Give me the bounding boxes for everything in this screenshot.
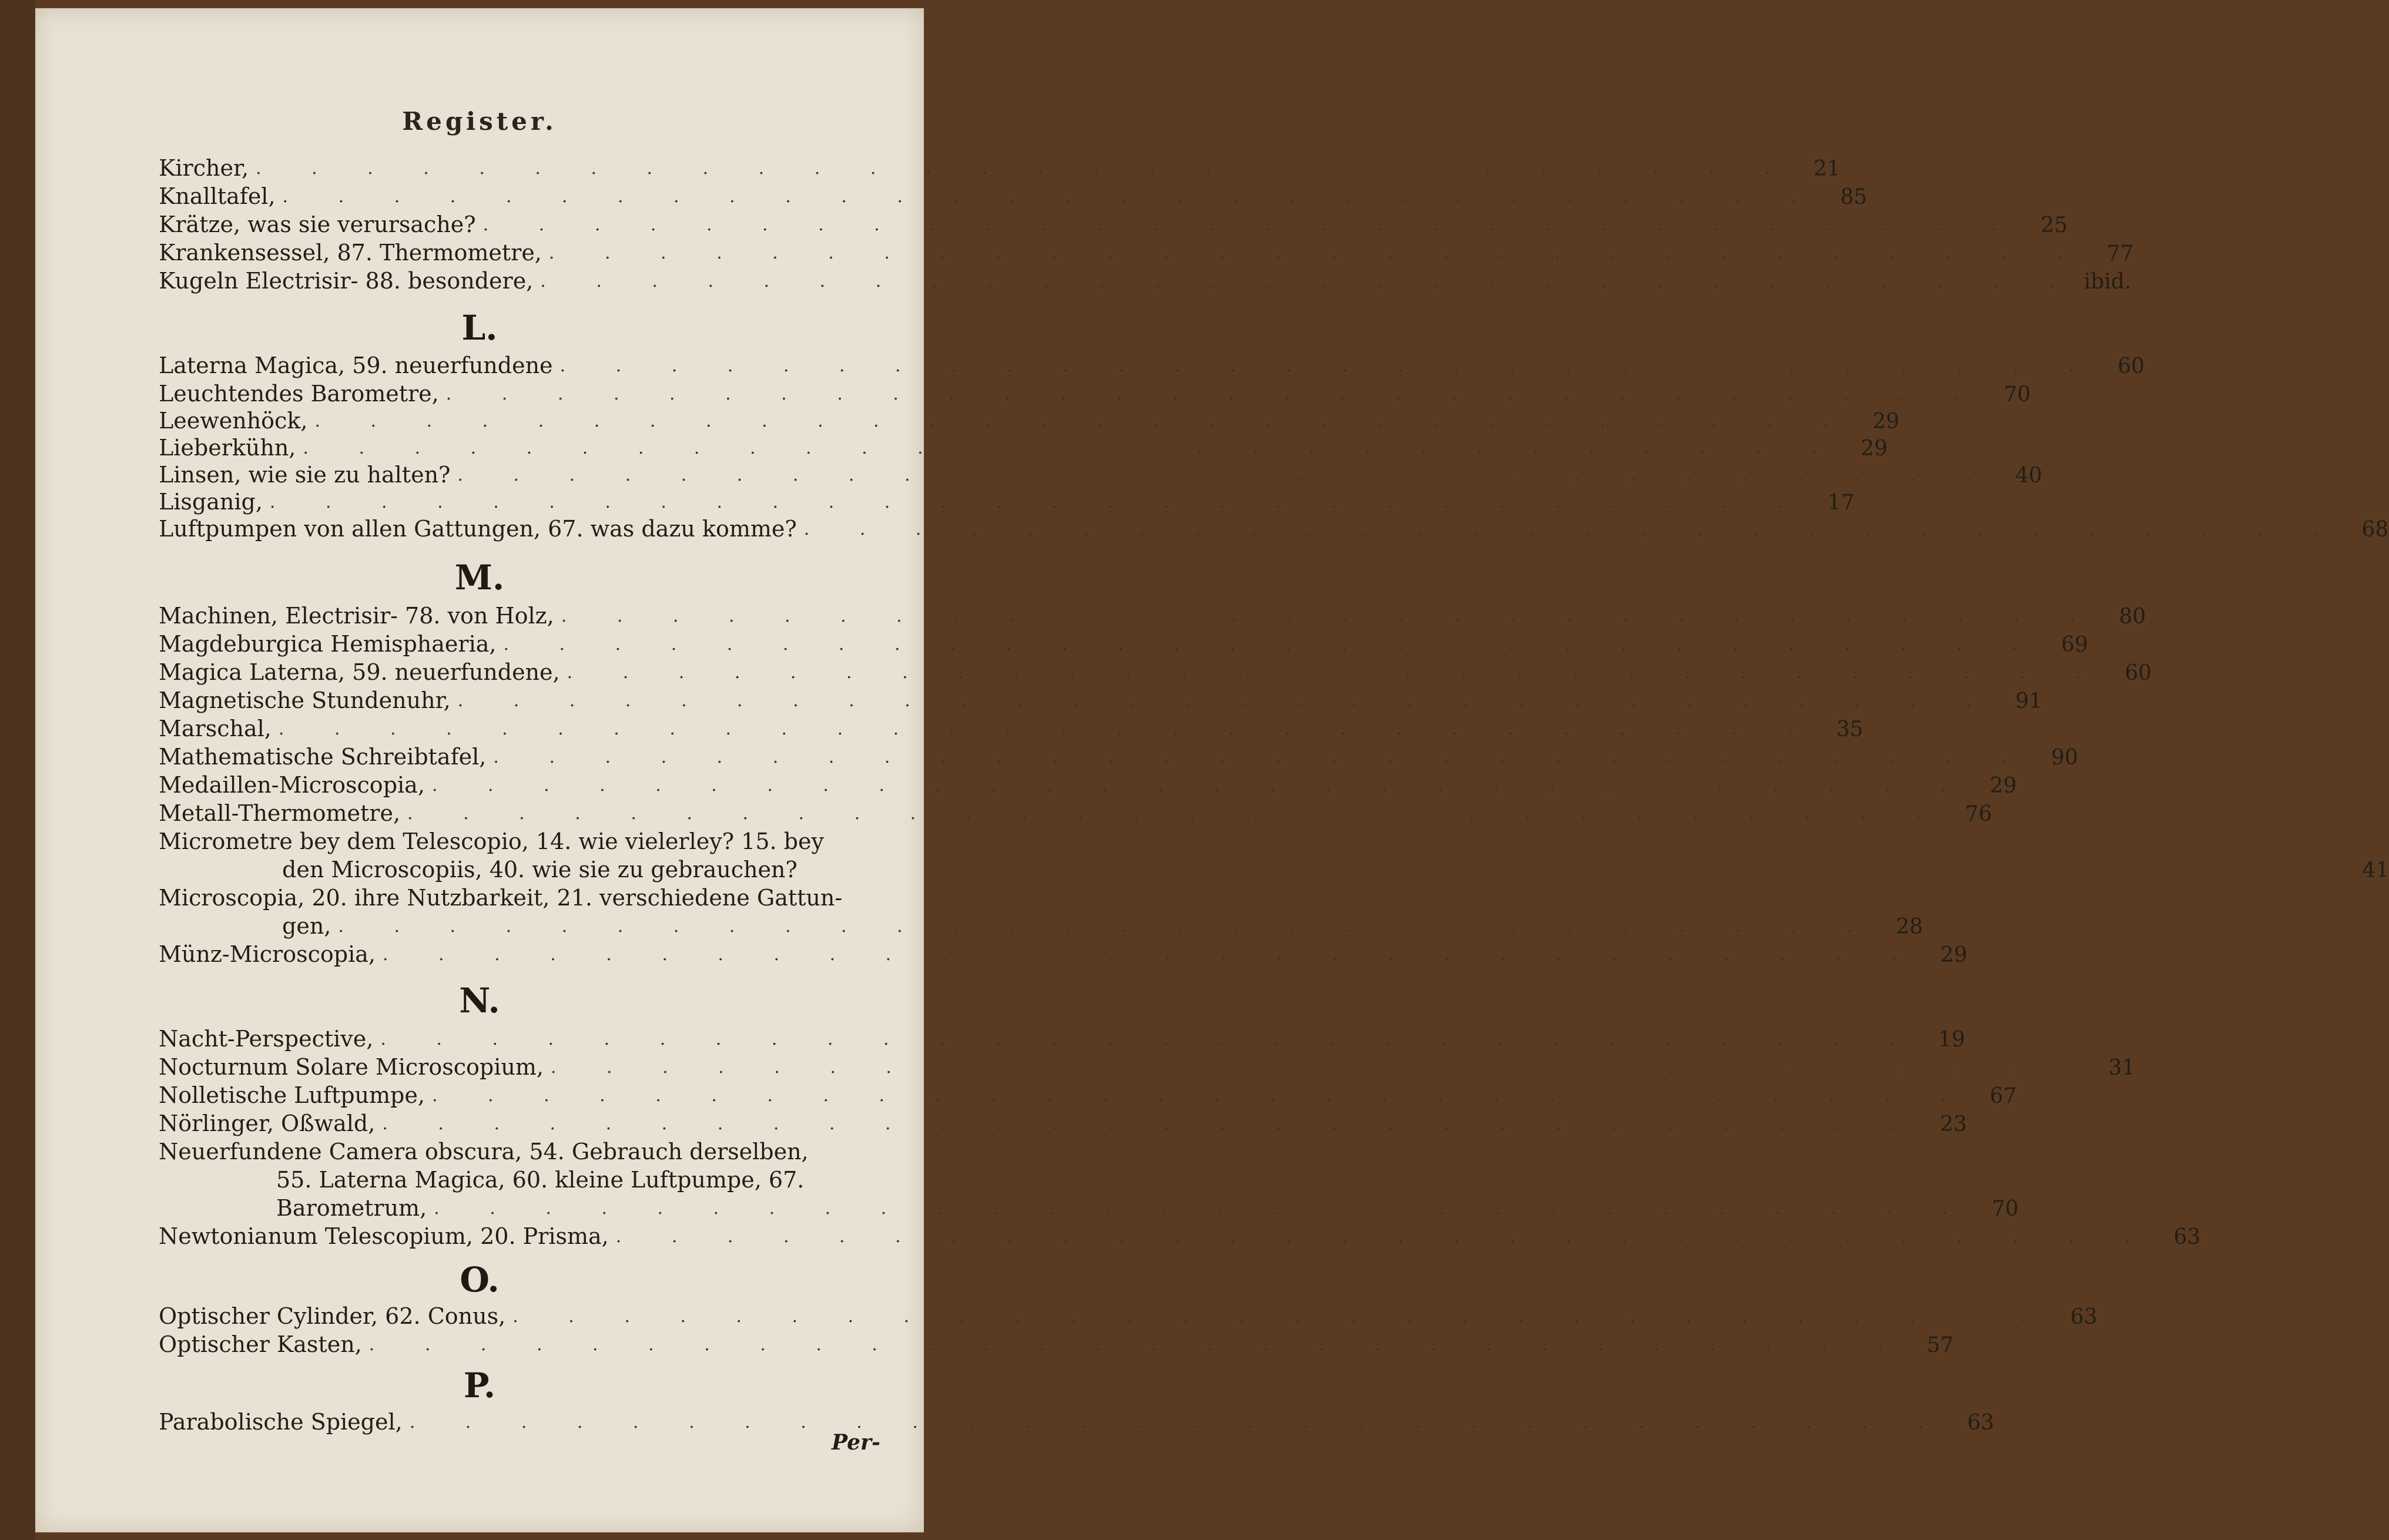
index-entry: Magnetische Stundenuhr, . . . 91	[159, 685, 934, 713]
index-entry-continuation: den Microscopiis, 40. wie sie zu gebrauchen? 41	[282, 857, 2389, 883]
index-entry: Parabolische Spiegel, . . . 63	[159, 1407, 934, 1435]
index-entry: Magdeburgica Hemisphaeria, . . . 69	[159, 629, 934, 657]
catchword: Per-	[832, 1430, 880, 1455]
index-entry: Lieberkühn, . . . 29	[159, 432, 934, 461]
index-entry: Nolletische Luftpumpe, . . . 67	[159, 1080, 934, 1108]
index-entry: Luftpumpen von allen Gattungen, 67. was dazu komme? . . . 68	[159, 514, 934, 542]
index-entry: Mathematische Schreibtafel, . . . 90	[159, 742, 934, 770]
index-entry-continuation: Barometrum, . . . 70	[276, 1193, 929, 1221]
section-letter-n: N.	[459, 981, 500, 1021]
index-page	[35, 8, 2389, 1532]
index-entry-continuation: gen, . . . 28	[282, 911, 934, 939]
index-entry-continuation: 55. Laterna Magica, 60. kleine Luftpumpe, 67.	[276, 1167, 805, 1193]
section-letter-p: P.	[463, 1365, 496, 1405]
section-letter-l: L.	[461, 308, 498, 348]
page-header: Register.	[402, 107, 557, 136]
index-entry: Lisganig, . . . 17	[159, 487, 934, 515]
index-entry: Nocturnum Solare Microscopium, . . . 31	[159, 1052, 934, 1080]
section-letter-o: O.	[460, 1260, 500, 1300]
index-entry: Leuchtendes Barometre, . . . 70	[159, 378, 934, 407]
index-entry: Machinen, Electrisir- 78. von Holz, . . . 80	[159, 600, 934, 629]
index-entry: Münz-Microscopia, . . . 29	[159, 939, 934, 967]
index-entry: Medaillen-Microscopia, . . . 29	[159, 770, 934, 798]
index-entry: Marschal, . . . 35	[159, 713, 934, 742]
section-letter-m: M.	[454, 558, 505, 598]
index-entry: Nörlinger, Oßwald, . . . 23	[159, 1108, 934, 1136]
index-entry: Kugeln Electrisir- 88. besondere, . . . ibid.	[159, 266, 934, 294]
index-entry: Krätze, was sie verursache? . . . 25	[159, 209, 934, 237]
index-entry: Leewenhöck, . . . 29	[159, 405, 934, 434]
index-entry: Optischer Kasten, . . . 57	[159, 1329, 934, 1357]
index-entry: Nacht-Perspective, . . . 19	[159, 1024, 934, 1052]
index-entry: Neuerfundene Camera obscura, 54. Gebrauch derselben,	[159, 1139, 809, 1165]
index-entry: Magica Laterna, 59. neuerfundene, . . . 60	[159, 657, 934, 685]
index-entry: Metall-Thermometre, . . . 76	[159, 798, 934, 826]
index-entry: Linsen, wie sie zu halten? . . . 40	[159, 459, 934, 488]
book-edge-left	[0, 0, 35, 1540]
index-entry: Kircher, . . . 21	[159, 153, 934, 181]
index-entry: Newtonianum Telescopium, 20. Prisma, . . . 63	[159, 1221, 934, 1249]
index-entry: Krankensessel, 87. Thermometre, . . . 77	[159, 237, 934, 266]
index-entry: Optischer Cylinder, 62. Conus, . . . 63	[159, 1301, 934, 1329]
index-entry: Microscopia, 20. ihre Nutzbarkeit, 21. verschiedene Gattun-	[159, 885, 843, 911]
index-entry: Knalltafel, . . . 85	[159, 181, 934, 209]
index-entry: Micrometre bey dem Telescopio, 14. wie vielerley? 15. bey	[159, 828, 824, 854]
index-entry: Laterna Magica, 59. neuerfundene . . . 60	[159, 350, 934, 378]
